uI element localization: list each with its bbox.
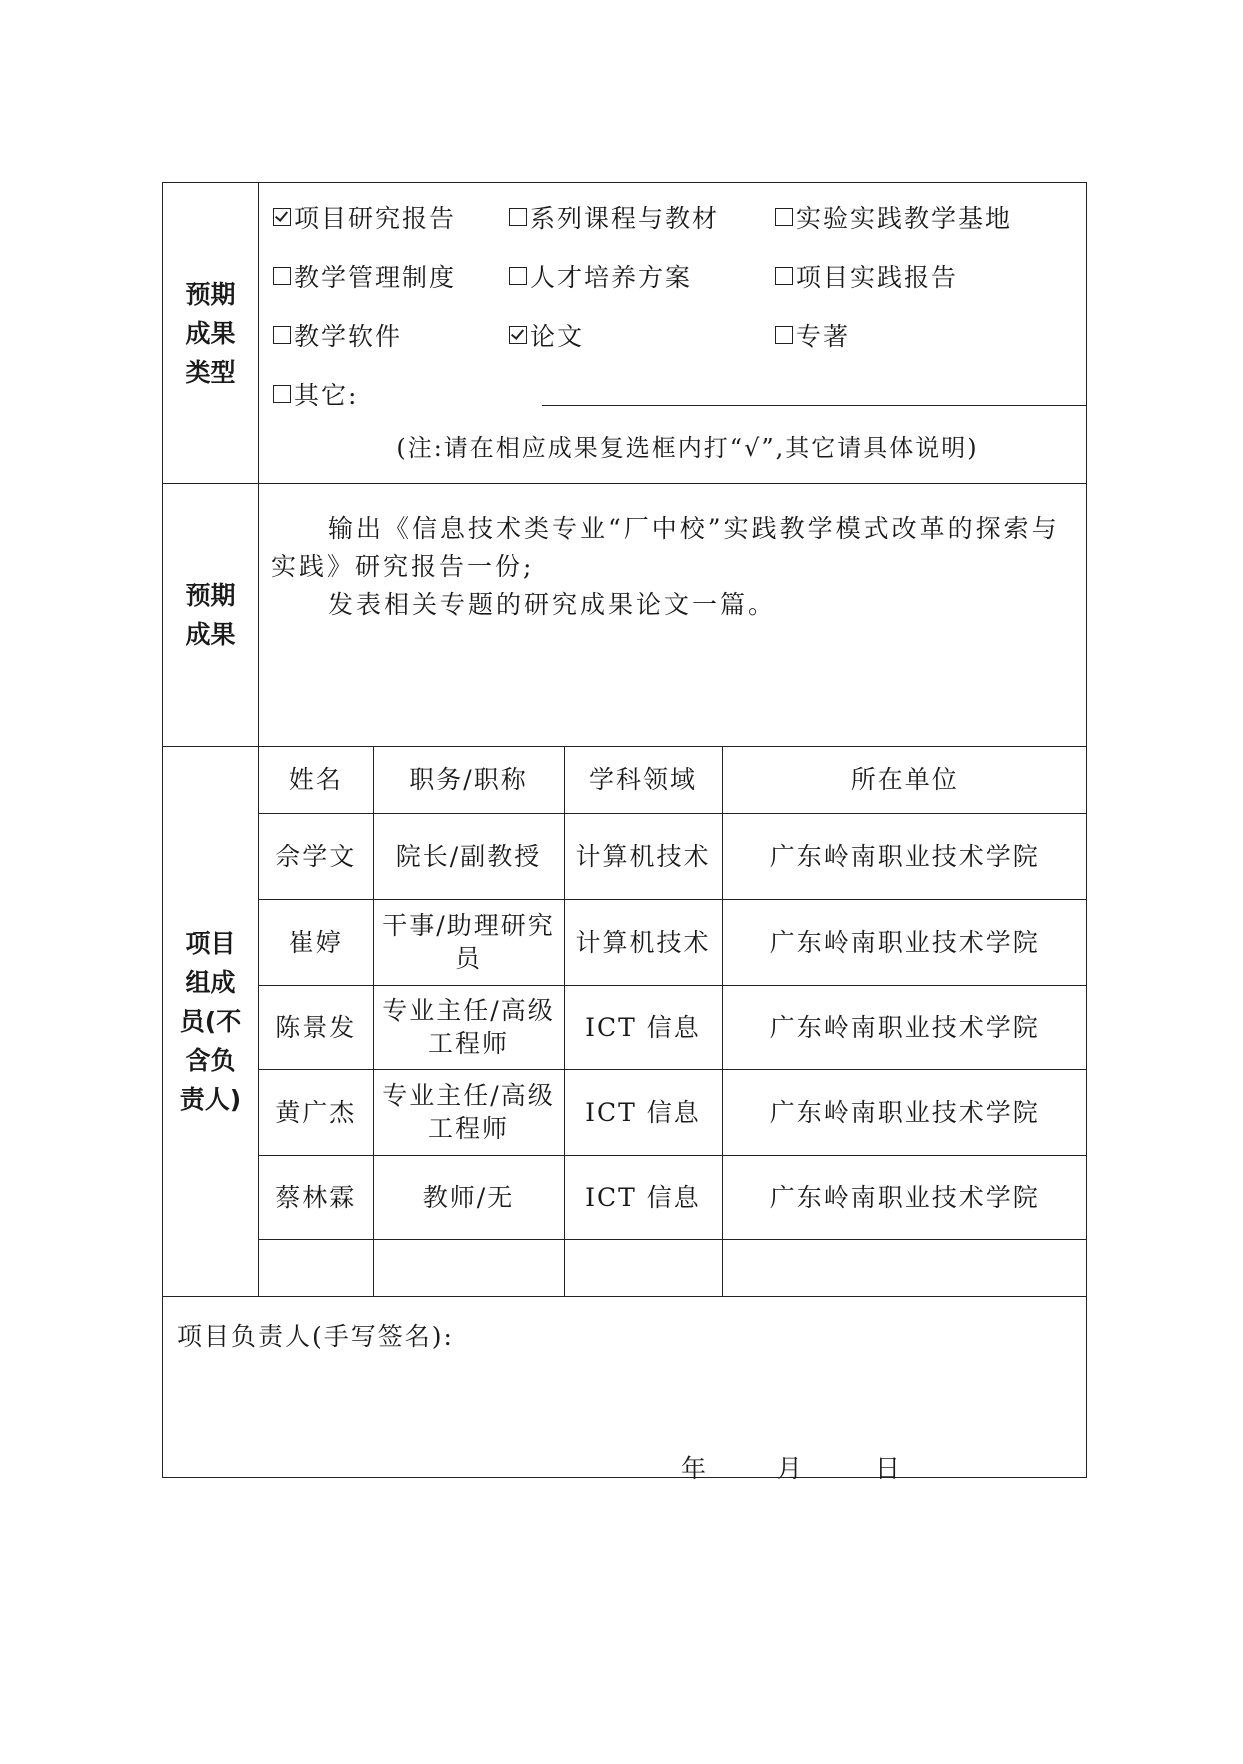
member-name: 蔡林霖 <box>259 1155 373 1239</box>
member-unit: 广东岭南职业技术学院 <box>722 1069 1087 1155</box>
options-row <box>259 246 1086 305</box>
member-field: ICT 信息 <box>564 1155 722 1239</box>
outcome-label: 预期 成果 <box>163 484 259 747</box>
member-unit[interactable] <box>722 1239 1087 1296</box>
form-table <box>162 182 1087 1483</box>
checkbox-icon[interactable] <box>509 208 527 226</box>
checkbox-icon[interactable] <box>775 208 793 226</box>
option-monograph[interactable]: 专著 <box>775 317 1075 353</box>
member-row <box>259 899 1087 985</box>
member-field[interactable] <box>564 1239 722 1296</box>
members-label: 项目 组成 员(不 含负 责人) <box>163 747 259 1297</box>
signature-label: 项目负责人(手写签名): <box>177 1322 454 1351</box>
member-row <box>259 813 1087 899</box>
member-name: 崔婷 <box>259 899 373 985</box>
result-types-row <box>163 183 1087 484</box>
option-management-system[interactable]: 教学管理制度 <box>259 258 509 294</box>
result-types-options <box>259 183 1087 484</box>
members-header-row <box>259 747 1087 813</box>
outcome-text <box>259 484 1087 747</box>
checkbox-icon[interactable] <box>273 267 291 285</box>
option-paper[interactable]: 论文 <box>509 317 775 353</box>
member-title: 专业主任/高级工程师 <box>373 1069 564 1155</box>
member-unit: 广东岭南职业技术学院 <box>722 1155 1087 1239</box>
option-course-series-textbook[interactable]: 系列课程与教材 <box>509 199 775 235</box>
member-row-empty <box>259 1239 1087 1296</box>
members-row <box>163 747 1087 1297</box>
date-year: 年 <box>681 1454 707 1483</box>
header-title: 职务/职称 <box>373 747 564 813</box>
options-row <box>259 305 1086 364</box>
other-input-line[interactable] <box>542 381 1086 406</box>
member-title[interactable] <box>373 1239 564 1296</box>
member-unit: 广东岭南职业技术学院 <box>722 985 1087 1069</box>
checkbox-icon[interactable] <box>775 267 793 285</box>
result-types-label: 预期 成果 类型 <box>163 183 259 484</box>
member-row <box>259 1155 1087 1239</box>
member-title: 院长/副教授 <box>373 813 564 899</box>
date-day: 日 <box>875 1454 901 1483</box>
options-row <box>259 187 1086 246</box>
member-field: ICT 信息 <box>564 1069 722 1155</box>
header-unit: 所在单位 <box>722 747 1087 813</box>
member-field: 计算机技术 <box>564 899 722 985</box>
option-talent-training-plan[interactable]: 人才培养方案 <box>509 258 775 294</box>
outcome-row <box>163 484 1087 747</box>
option-other[interactable]: 其它: <box>259 376 498 412</box>
checkbox-note: (注:请在相应成果复选框内打“√”,其它请具体说明) <box>396 434 979 462</box>
options-row-other <box>259 364 1086 423</box>
option-project-practice-report[interactable]: 项目实践报告 <box>775 258 1075 294</box>
header-field: 学科领域 <box>564 747 722 813</box>
member-unit: 广东岭南职业技术学院 <box>722 813 1087 899</box>
member-name: 黄广杰 <box>259 1069 373 1155</box>
member-row <box>259 985 1087 1069</box>
option-practice-base[interactable]: 实验实践教学基地 <box>775 199 1075 235</box>
member-row <box>259 1069 1087 1155</box>
option-teaching-software[interactable]: 教学软件 <box>259 317 509 353</box>
outcome-line-1: 输出《信息技术类专业“厂中校”实践教学模式改革的探索与实践》研究报告一份; <box>271 514 1060 581</box>
checkbox-icon[interactable] <box>509 326 527 344</box>
header-name: 姓名 <box>259 747 373 813</box>
checkbox-icon[interactable] <box>273 326 291 344</box>
member-name[interactable] <box>259 1239 373 1296</box>
member-name: 陈景发 <box>259 985 373 1069</box>
checkbox-icon[interactable] <box>775 326 793 344</box>
checkbox-icon[interactable] <box>509 267 527 285</box>
member-field: 计算机技术 <box>564 813 722 899</box>
outcome-line-2: 发表相关专题的研究成果论文一篇。 <box>328 590 777 619</box>
member-title: 干事/助理研究员 <box>373 899 564 985</box>
member-title: 专业主任/高级工程师 <box>373 985 564 1069</box>
signature-row <box>163 1297 1087 1478</box>
checkbox-icon[interactable] <box>273 385 291 403</box>
members-table-cell <box>259 747 1087 1297</box>
member-title: 教师/无 <box>373 1155 564 1239</box>
signature-cell[interactable] <box>163 1297 1087 1483</box>
member-unit: 广东岭南职业技术学院 <box>722 899 1087 985</box>
member-name: 佘学文 <box>259 813 373 899</box>
checkbox-icon[interactable] <box>273 208 291 226</box>
member-field: ICT 信息 <box>564 985 722 1069</box>
option-project-research-report[interactable]: 项目研究报告 <box>259 199 509 235</box>
members-table <box>259 747 1087 1296</box>
date-month: 月 <box>777 1454 803 1483</box>
